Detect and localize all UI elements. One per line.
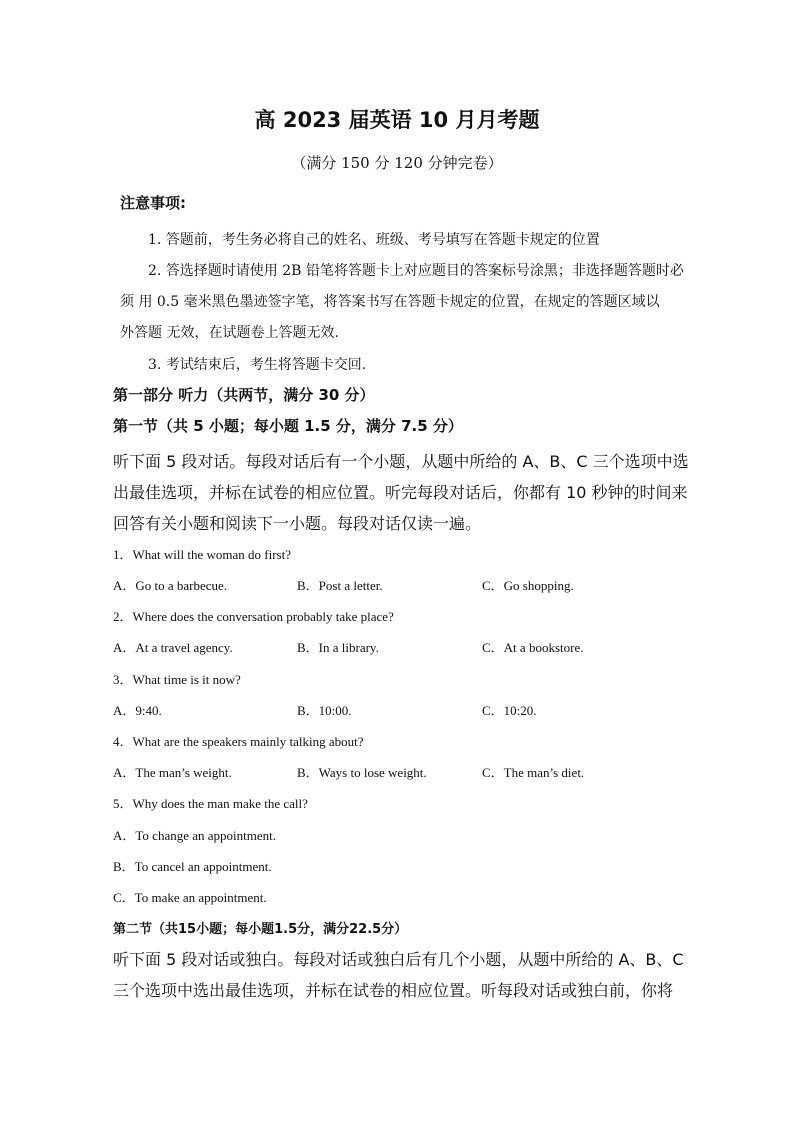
- notice-line-1: 1. 答题前，考生务必将自己的姓名、班级、考号填写在答题卡规定的位置: [148, 232, 600, 248]
- question-stem-4: 4．What are the speakers mainly talking about?: [113, 734, 364, 749]
- exam-title: 高 2023 届英语 10 月月考题: [254, 108, 540, 132]
- notice-line-5: 3. 考试结束后，考生将答题卡交回.: [148, 357, 367, 373]
- question-5-option-b: B．To cancel an appointment.: [113, 859, 272, 874]
- question-stem-3: 3．What time is it now?: [113, 672, 241, 687]
- question-3-option-b: B．10:00.: [297, 703, 352, 718]
- instruction-line-2: 出最佳选项，并标在试卷的相应位置。听完每段对话后，你都有 10 秒钟的时间来: [113, 483, 688, 502]
- question-1-option-a: A．Go to a barbecue.: [113, 578, 228, 593]
- question-4-option-c: C．The man’s diet.: [482, 765, 585, 780]
- question-1-option-c: C．Go shopping.: [482, 578, 574, 593]
- question-4-option-a: A．The man’s weight.: [113, 765, 232, 780]
- section2-heading: 第二节（共15小题；每小题1.5分，满分22.5分）: [113, 922, 408, 937]
- question-5-option-c: C．To make an appointment.: [113, 890, 267, 905]
- question-1-option-b: B．Post a letter.: [297, 578, 383, 593]
- question-3-option-c: C．10:20.: [482, 703, 537, 718]
- notice-line-2: 2. 答选择题时请使用 2B 铅笔将答题卡上对应题目的答案标号涂黑；非选择题答题时必: [148, 263, 684, 279]
- question-stem-2: 2．Where does the conversation probably take place?: [113, 609, 394, 624]
- notice-line-4: 外答题 无效，在试题卷上答题无效.: [120, 325, 339, 341]
- instruction-line-3: 回答有关小题和阅读下一小题。每段对话仅读一遍。: [113, 514, 482, 533]
- instruction-line-1: 听下面 5 段对话。每段对话后有一个小题，从题中所给的 A、B、C 三个选项中选: [113, 452, 689, 471]
- question-stem-1: 1．What will the woman do first?: [113, 547, 291, 562]
- exam-subtitle: （满分 150 分 120 分钟完卷）: [291, 154, 503, 172]
- part1-heading: 第一部分 听力（共两节，满分 30 分）: [113, 386, 375, 404]
- question-2-option-c: C．At a bookstore.: [482, 640, 584, 655]
- section1-heading: 第一节（共 5 小题；每小题 1.5 分，满分 7.5 分）: [113, 417, 463, 435]
- question-2-option-b: B．In a library.: [297, 640, 379, 655]
- question-stem-5: 5．Why does the man make the call?: [113, 796, 308, 811]
- section2-instruction-line-2: 三个选项中选出最佳选项，并标在试卷的相应位置。听每段对话或独白前，你将: [113, 981, 674, 1000]
- question-5-option-a: A．To change an appointment.: [113, 828, 276, 843]
- question-4-option-b: B．Ways to lose weight.: [297, 765, 427, 780]
- question-2-option-a: A．At a travel agency.: [113, 640, 233, 655]
- section2-instruction-line-1: 听下面 5 段对话或独白。每段对话或独白后有几个小题，从题中所给的 A、B、C: [113, 950, 684, 969]
- notice-line-3: 须 用 0.5 毫米黑色墨迹签字笔，将答案书写在答题卡规定的位置，在规定的答题区域以: [120, 294, 660, 310]
- question-3-option-a: A．9:40.: [113, 703, 162, 718]
- notice-heading: 注意事项:: [120, 194, 186, 212]
